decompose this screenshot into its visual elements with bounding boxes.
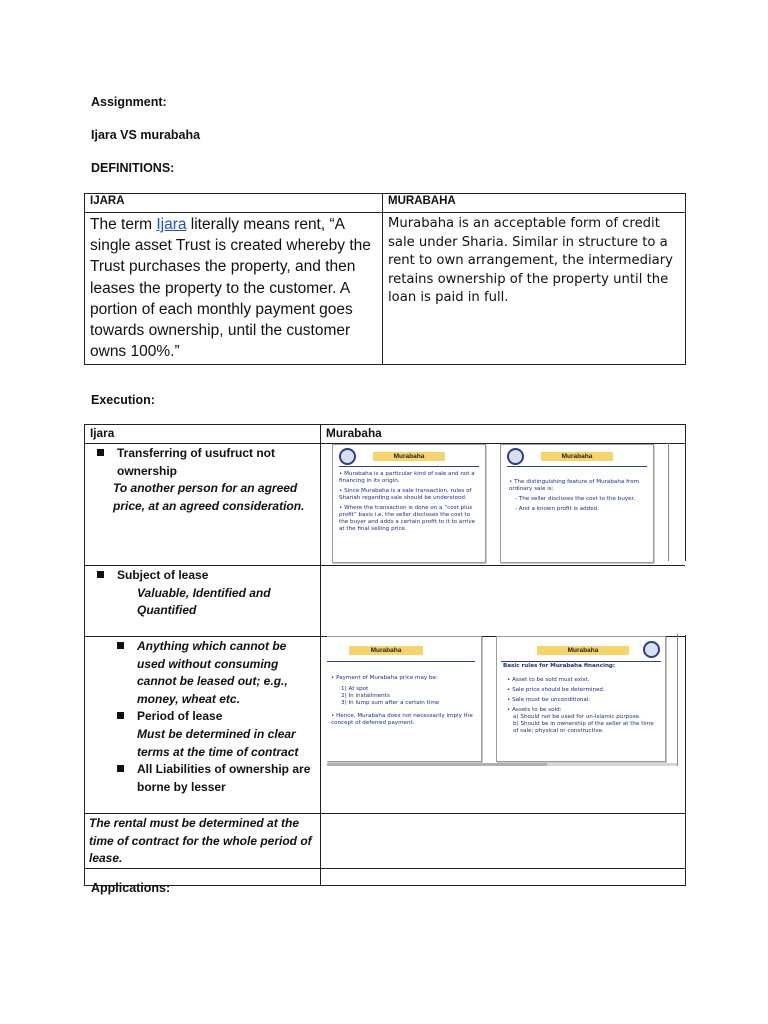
slide-text: 1) At spot [341,686,369,692]
exe-row3-ijara [85,637,321,814]
murabaha-definition: Murabaha is an acceptable form of credit sale under Sharia. Similar in structure to a rent to own arrangement, the intermediary retains ownership of the property until the loan is paid in full. [383,213,686,365]
scrollbar-edge [677,634,678,766]
slide-murabaha-4 [496,636,666,762]
exe-row1-ijara [85,444,321,566]
exe-row2-murabaha [321,566,686,637]
def-header-ijara: IJARA [85,194,383,213]
exe-header-murabaha: Murabaha [321,425,686,444]
definitions-label: DEFINITIONS: [91,161,175,175]
list-item: Anything which cannot be used without consuming cannot be leased out; e.g., money, wheat etc. [137,638,316,708]
ijara-link[interactable]: Ijara [156,216,187,233]
logo-icon [507,448,524,465]
exe-row4-ijara: The rental must be determined at the time of contract for the whole period of lease. [85,814,321,869]
slide-text: • Since Murabaha is a sale transaction, rules of Shariah regarding sale should be understood. [339,488,472,501]
slide-murabaha-3 [327,636,482,762]
slide-text: b) Should be in ownership of the seller at the time of sale; physical or constructive. [513,721,654,734]
slide-body [509,479,645,516]
slide-text: • Sale must be unconditional. [507,697,591,703]
slide-divider [501,661,661,662]
row3-b2: Period of lease [137,709,223,724]
slide-text: • Asset to be sold must exist. [507,677,590,683]
execution-label: Execution: [91,393,155,407]
slide-text: • Payment of Murabaha price may be: [331,675,438,681]
ijara-def-rest: literally means rent, “A single asset Trust is created whereby the Trust purchases the property, and then leases the property to the customer. A portion of each monthly payment goes towards ownership, until the customer owns 100%.” [90,216,371,361]
slide-title: Murabaha [541,452,613,461]
list-item [137,708,316,761]
scrollbar-edge [668,443,669,561]
applications-label: Applications: [91,881,171,895]
list-item: Subject of lease [117,567,316,585]
list-item: All Liabilities of ownership are borne by lesser [137,761,316,796]
def-header-murabaha: MURABAHA [383,194,686,213]
slide-text: - The seller discloses the cost to the buyer. [515,496,636,502]
slide-murabaha-2 [500,444,654,563]
slide-title: Murabaha [537,646,629,655]
ijara-def-prefix: The term [90,216,157,233]
slide-divider [507,466,647,467]
slide-text: 2) In installments [341,693,390,699]
slide-text: • Murabaha is a particular kind of sale and not a financing in its origin. [339,471,475,484]
slide-body [507,677,659,738]
slide-text: • Where the transaction is done on a “cost plus profit” basis i.e. the seller discloses the cost to the buyer and adds a certain profit to it to arrive at the final selling price. [339,505,476,532]
slide-text: • Assets to be sold: [507,707,562,713]
table-edge-gap [685,561,686,635]
slide-divider [327,661,475,662]
slide-murabaha-1 [332,444,486,563]
slide-text: • Sale price should be determined. [507,687,605,693]
slide-text: • Hence, Murabaha does not necessarily imply the concept of deferred payment. [331,713,473,726]
list-item: Transferring of usufruct not ownership [117,445,316,480]
slide-text: a) Should not be used for un-Islamic purpose. [513,714,641,720]
scrollbar-thumb[interactable] [327,763,547,766]
slide-text: - And a known profit is added. [515,506,599,512]
slide-title: Murabaha [349,646,423,655]
slide-body [339,471,479,536]
exe-row2-ijara [85,566,321,637]
assignment-heading: Assignment: [91,95,167,109]
row2-italic: Valuable, Identified and Quantified [137,585,271,618]
exe-header-ijara: Ijara [85,425,321,444]
logo-icon [339,448,356,465]
topic-title: Ijara VS murabaha [91,128,201,142]
definitions-table [84,193,686,365]
row1-italic: To another person for an agreed price, at an agreed consideration. [113,481,305,513]
row3-b2-italic: Must be determined in clear terms at the time of contract [137,726,299,759]
slide-title: Murabaha [373,452,445,461]
slide-subtitle: Basic rules for Murabaha financing: [503,663,616,669]
exe-row5-murabaha [321,868,686,885]
slide-text: 3) In lump sum after a certain time [341,700,440,706]
logo-icon [643,641,660,658]
slide-text: • The distinguishing feature of Murabaha from ordinary sale is: [509,479,640,492]
slide-divider [339,466,479,467]
exe-row4-murabaha [321,814,686,869]
slide-body [331,675,477,730]
ijara-definition [85,213,383,365]
